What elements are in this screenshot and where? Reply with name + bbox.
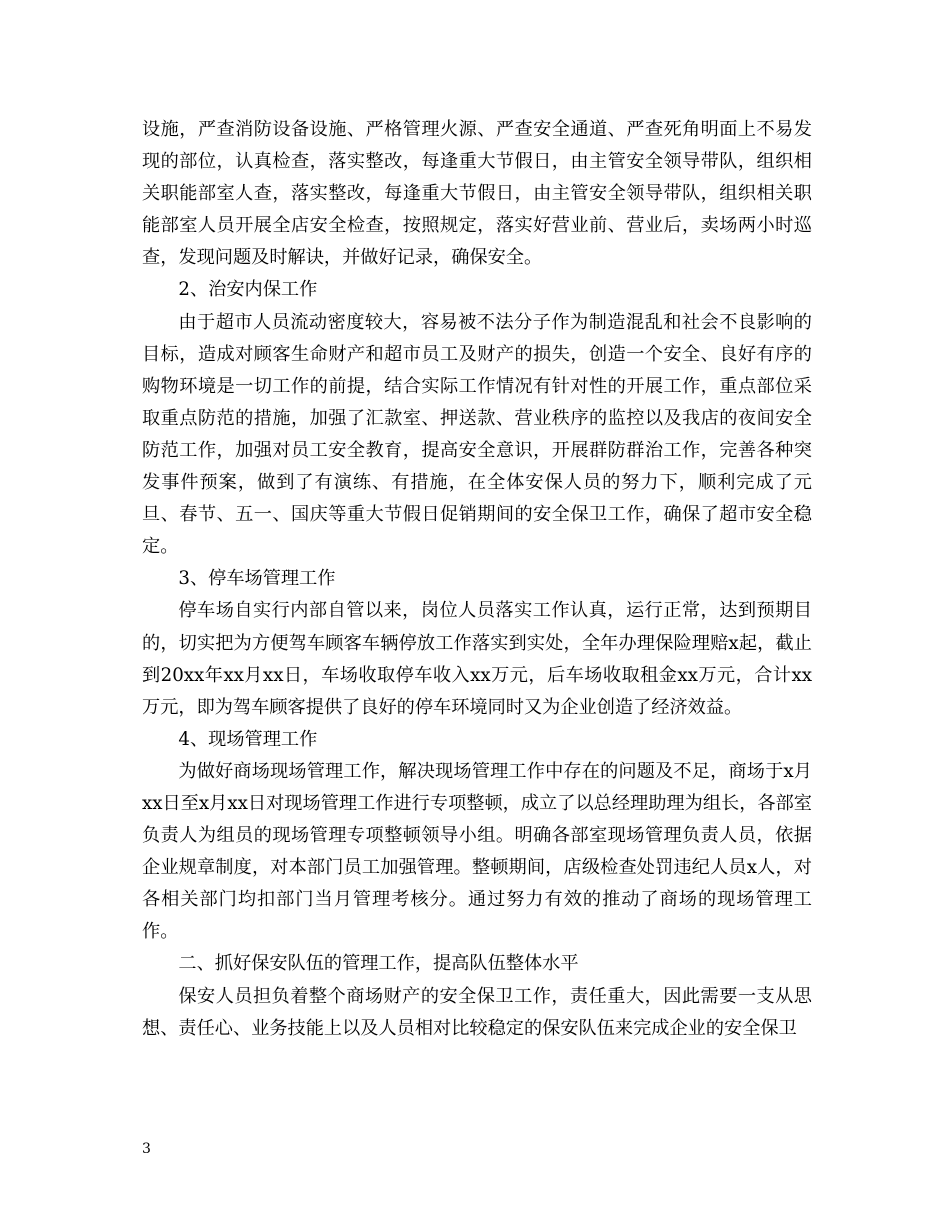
paragraph-security-team: 保安人员担负着整个商场财产的安全保卫工作，责任重大，因此需要一支从思想、责任心、业务技能上以及人员相对比较稳定的保安队伍来完成企业的安全保卫 (142, 985, 812, 1039)
heading-parking-management: 3、停车场管理工作 (178, 568, 336, 590)
paragraph-parking-management: 停车场自实行内部自管以来，岗位人员落实工作认真，运行正常，达到预期目的，切实把为方便驾车顾客车辆停放工作落实到实处，全年办理保险理赔x起，截止到20xx年xx月xx日，车场收取停车收入xx万元，后车场收取租金xx万元，合计xx万元，即为驾车顾客提供了良好的停车环境同时又为企业创造了经济效益。 (142, 600, 812, 718)
paragraph-site-management: 为做好商场现场管理工作，解决现场管理工作中存在的问题及不足，商场于x月xx日至x月xx日对现场管理工作进行专项整顿，成立了以总经理助理为组长，各部室负责人为组员的现场管理专项整顿领导小组。明确各部室现场管理负责人员，依据企业规章制度，对本部门员工加强管理。整顿期间，店级检查处罚违纪人员x人，对各相关部门均扣部门当月管理考核分。通过努力有效的推动了商场的现场管理工作。 (142, 760, 812, 943)
heading-security-internal: 2、治安内保工作 (178, 279, 318, 301)
heading-security-team: 二、抓好保安队伍的管理工作，提高队伍整体水平 (178, 953, 579, 975)
paragraph-security-internal: 由于超市人员流动密度较大，容易被不法分子作为制造混乱和社会不良影响的目标，造成对顾客生命财产和超市员工及财产的损失，创造一个安全、良好有序的购物环境是一切工作的前提，结合实际工作情况有针对性的开展工作，重点部位采取重点防范的措施，加强了汇款室、押送款、营业秩序的监控以及我店的夜间安全防范工作，加强对员工安全教育，提高安全意识，开展群防群治工作，完善各种突发事件预案，做到了有演练、有措施，在全体安保人员的努力下，顺利完成了元旦、春节、五一、国庆等重大节假日促销期间的安全保卫工作，确保了超市安全稳定。 (142, 311, 812, 558)
page-number: 3 (142, 1141, 151, 1157)
document-body (142, 114, 812, 1045)
heading-site-management: 4、现场管理工作 (178, 728, 318, 750)
paragraph-fire-safety-continuation: 设施，严查消防设备设施、严格管理火源、严查安全通道、严查死角明面上不易发现的部位，认真检查，落实整改，每逢重大节假日，由主管安全领导带队，组织相关职能部室人查，落实整改，每逢重大节假日，由主管安全领导带队，组织相关职能部室人员开展全店安全检查，按照规定，落实好营业前、营业后，卖场两小时巡查，发现问题及时解诀，并做好记录，确保安全。 (142, 119, 812, 269)
